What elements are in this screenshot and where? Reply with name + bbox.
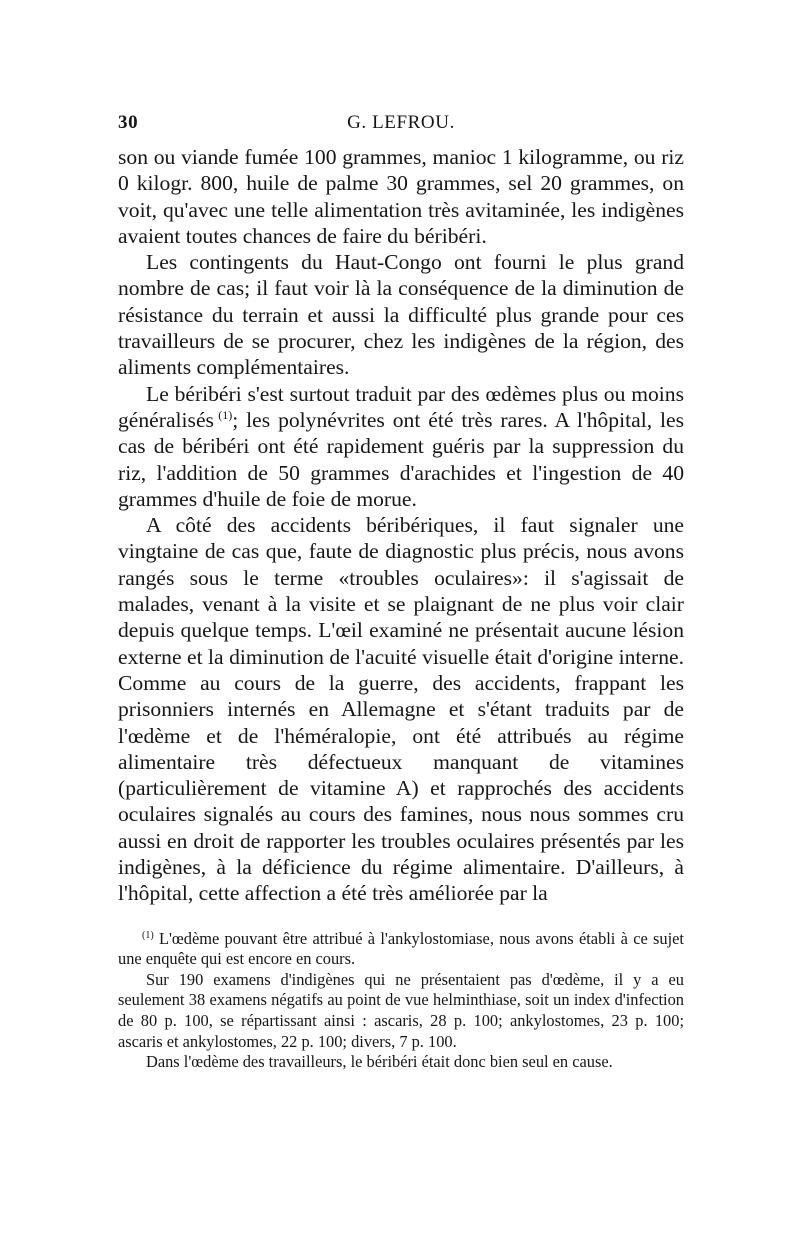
footnote-reference: (1)	[218, 407, 233, 422]
footnotes	[118, 929, 684, 1073]
paragraph-text: ; les polynévrites ont été très rares. A l'hôpital, les cas de béribéri ont été rapidement guéris par la suppression du riz, l'addition de 50 grammes d'arachides et l'ingestion de 40 grammes d'huile de foie de morue.	[118, 407, 684, 511]
footnote: Dans l'œdème des travailleurs, le béribéri était donc bien seul en cause.	[146, 1052, 613, 1072]
paragraph: A côté des accidents béribériques, il faut signaler une vingtaine de cas que, faute de diagnostic plus précis, nous avons rangés sous le terme «troubles oculaires»: il s'agissait de malades, venant à la visite et se plaignant de ne plus voir clair depuis quelque temps. L'œil examiné ne présentait aucune lésion externe et la diminution de l'acuité visuelle était d'origine interne. Comme au cours de la guerre, des accidents, frappant les prisonniers internés en Allemagne et s'étant traduits par de l'œdème et de l'héméralopie, ont été attribués au régime alimentaire très défectueux manquant de vitamines (particulièrement de vitamine A) et rapprochés des accidents oculaires signalés au cours des famines, nous nous sommes cru aussi en droit de rapporter les troubles oculaires présentés par les indigènes, à la déficience du régime alimentaire. D'ailleurs, à l'hôpital, cette affection a été très améliorée par la	[118, 513, 684, 906]
body-text	[118, 144, 684, 907]
footnote-text: L'œdème pouvant être attribué à l'ankylostomiase, nous avons établi à ce sujet une enquête qui est encore en cours.	[118, 928, 684, 969]
footnote	[118, 929, 684, 970]
paragraph-text: Le béribéri s'est surtout traduit par des œdèmes plus ou moins généralisés	[118, 381, 684, 432]
paragraph	[118, 381, 684, 512]
book-page	[118, 112, 684, 1073]
running-title: G. LEFROU.	[347, 112, 455, 133]
page-header	[118, 112, 684, 144]
paragraph: Les contingents du Haut-Congo ont fourni le plus grand nombre de cas; il faut voir là la conséquence de la diminution de résistance du terrain et aussi la difficulté plus grande pour ces travailleurs de se procurer, chez les indigènes de la région, des aliments complémentaires.	[118, 250, 684, 380]
paragraph: son ou viande fumée 100 grammes, manioc 1 kilogramme, ou riz 0 kilogr. 800, huile de palme 30 grammes, sel 20 grammes, on voit, qu'avec une telle alimentation très avitaminée, les indigènes avaient toutes chances de faire du béribéri.	[118, 145, 684, 248]
footnote-mark: (1)	[142, 929, 154, 941]
page-number: 30	[118, 112, 139, 133]
footnote: Sur 190 examens d'indigènes qui ne présentaient pas d'œdème, il y a eu seulement 38 examens négatifs au point de vue helminthiase, soit un index d'infection de 80 p. 100, se répartissant ainsi : ascaris, 28 p. 100; ankylostomes, 23 p. 100; ascaris et ankylostomes, 22 p. 100; divers, 7 p. 100.	[118, 969, 684, 1051]
